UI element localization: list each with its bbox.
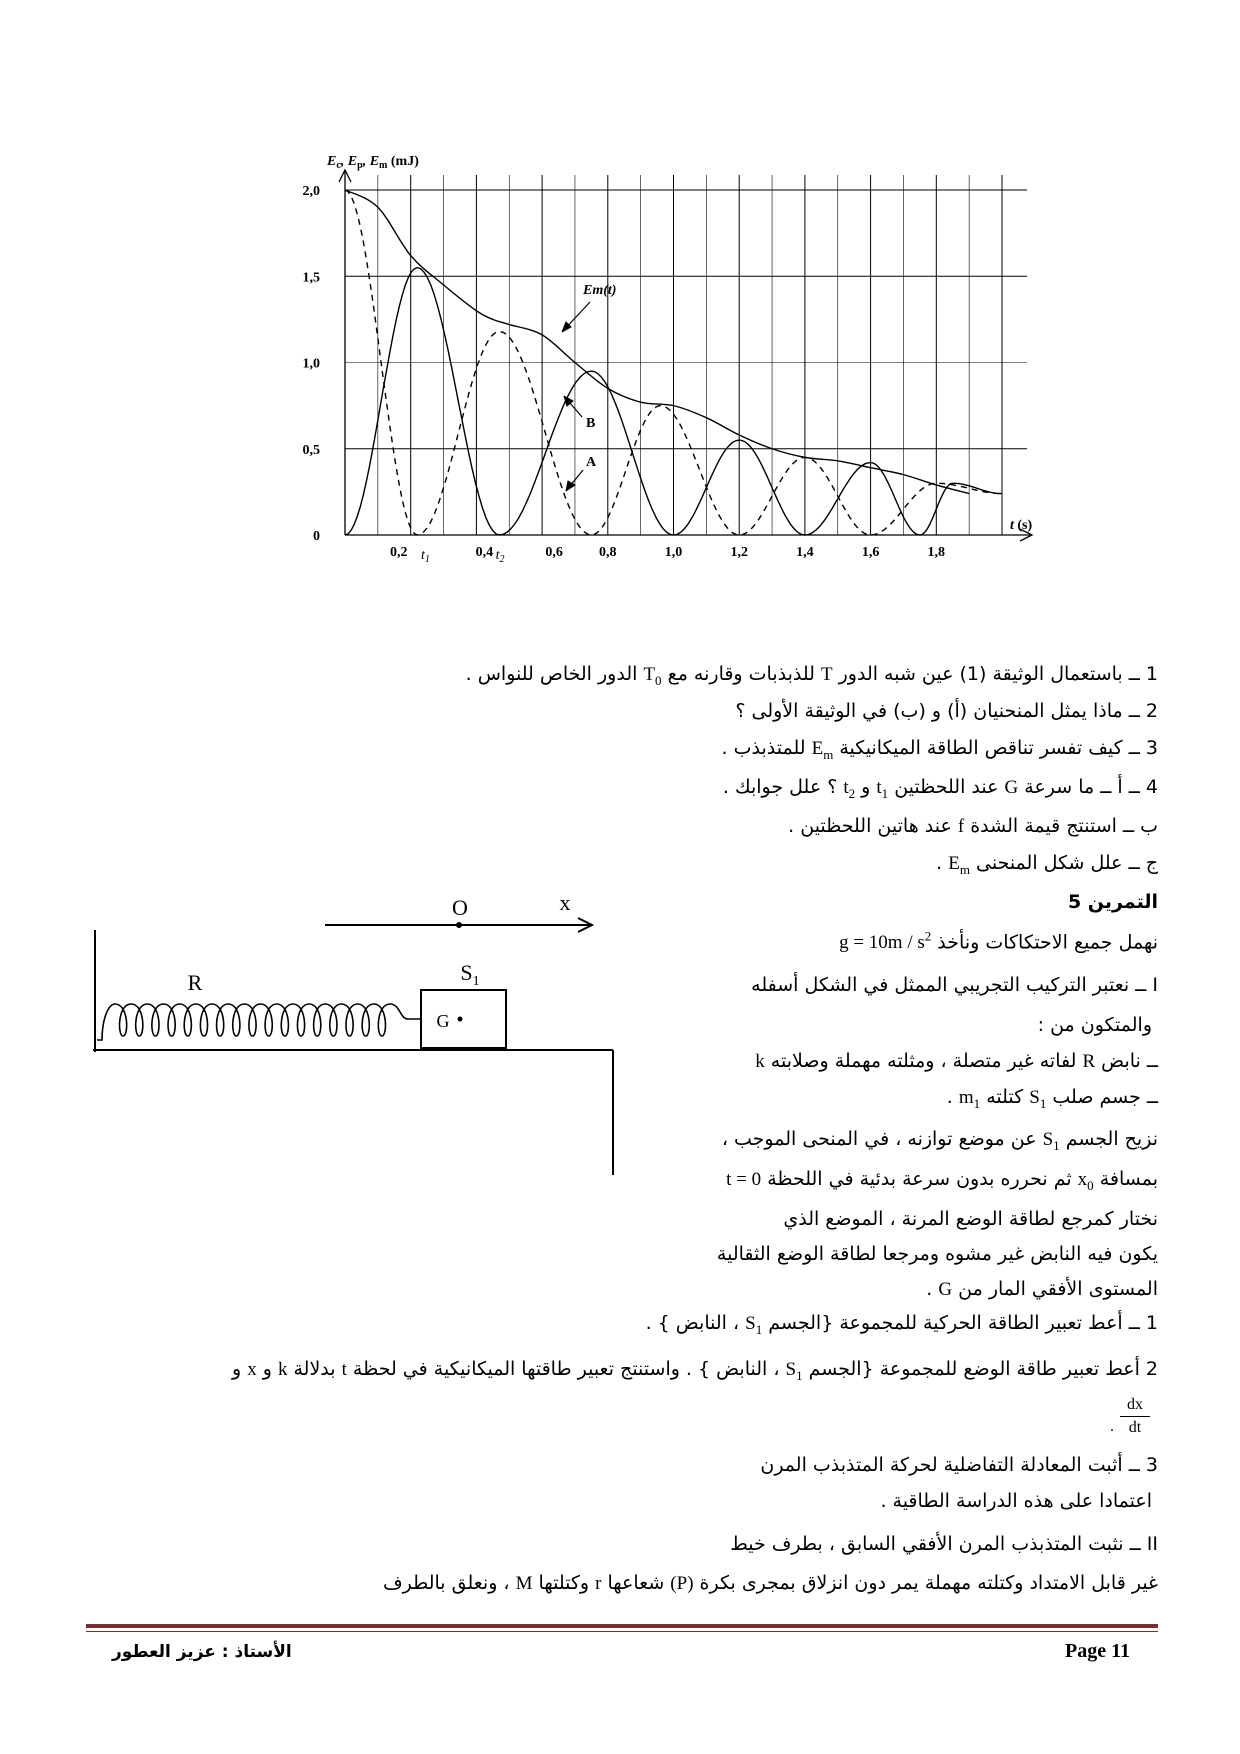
dx-dt-fraction: dx dt [1120, 1396, 1150, 1437]
distance-line: بمسافة $x_0$ ثم نحرره بدون سرعة بدئية في اللحظة t = 0 [726, 1168, 1158, 1193]
x-axis-label: t (s) [1010, 518, 1033, 533]
x-tick-label: 1,0 [664, 545, 683, 560]
pulley-line: غير قابل الامتداد وكتلته مهملة يمر دون انزلاق بمجرى بكرة (P) شعاعها r وكتلتها M ، ونعلق بالطرف [382, 1572, 1158, 1594]
page-number: Page 11 [1065, 1640, 1130, 1662]
x-tick-label: 1,2 [730, 545, 748, 560]
x-tick-label: 1,6 [861, 545, 880, 560]
gravity-line: نهمل جميع الاحتكاكات ونأخذ $g = 10m / s^2$ [839, 929, 1158, 954]
question-1: 1 ــ باستعمال الوثيقة (1) عين شبه الدور T للذبذبات وقارنه مع $T_0$ الدور الخاص للنواس . [465, 663, 1158, 688]
displace-line: نزيح الجسم $S_1$ عن موضع توازنه ، في المنحى الموجب ، [721, 1128, 1158, 1153]
curve-a-label: A [586, 455, 597, 470]
body-label: $S_1$ [460, 960, 480, 989]
question-2: 2 ــ ماذا يمثل المنحنيان (أ) و (ب) في الوثيقة الأولى ؟ [735, 700, 1158, 722]
x-tick-label: 0,8 [599, 545, 617, 560]
chart-axes [339, 170, 1032, 541]
y-axis-label: $E_c$, $E_p$, $E_m$ (mJ) [327, 154, 419, 171]
exercise-q3a: 3 ــ أثبت المعادلة التفاضلية لحركة المتذبذب المرن [760, 1454, 1158, 1476]
author-credit: الأستاذ : عزيز العطور [112, 1642, 292, 1662]
exercise-q2: 2 أعط تعبير طاقة الوضع للمجموعة {الجسم $S_1$ ، النابض } . واستنتج تعبير طاقتها الميكانيكية في لحظة t بدلالة k و x و [231, 1358, 1158, 1383]
consists-of: والمتكون من : [1037, 1014, 1152, 1036]
reference-2: يكون فيه النابض غير مشوه ومرجعا لطاقة الوضع الثقالية [716, 1243, 1158, 1265]
part-ii-intro: II ــ نثبت المتذبذب المرن الأفقي السابق ، بطرف خيط [730, 1533, 1158, 1555]
x-tick-label: 0,2 [389, 545, 408, 560]
em-curve [345, 190, 969, 494]
part-i-intro: I ــ نعتبر التركيب التجريبي الممثل في الشكل أسفله [751, 974, 1158, 996]
solid-line: ــ جسم صلب $S_1$ كتلته $m_1$ . [946, 1086, 1158, 1111]
footer-rule-thick [86, 1624, 1158, 1628]
question-4a: 4 ــ أ ــ ما سرعة G عند اللحظتين $t_1$ و $t_2$ ؟ علل جوابك . [722, 776, 1158, 801]
x-tick-label: 1,4 [796, 545, 814, 560]
y-tick-label: 2,0 [302, 184, 320, 199]
question-3: 3 ــ كيف تفسر تناقص الطاقة الميكانيكية $E_m$ للمتذبذب . [721, 737, 1158, 762]
x-tick-label: 1,8 [927, 545, 946, 560]
spring-mass-figure [90, 880, 630, 1180]
center-dot [458, 1017, 463, 1022]
x-tick-label: 0,6 [545, 545, 563, 560]
exercise-q1: 1 ــ أعط تعبير الطاقة الحركية للمجموعة {الجسم $S_1$ ، النابض } . [645, 1312, 1158, 1337]
reference-1: نختار كمرجع لطاقة الوضع المرنة ، الموضع الذي [783, 1208, 1158, 1230]
energy-chart [280, 140, 1080, 580]
exercise-q3b: اعتمادا على هذه الدراسة الطاقية . [880, 1490, 1152, 1512]
y-tick-label: 1,5 [302, 270, 320, 286]
reference-3: المستوى الأفقي المار من G . [926, 1278, 1158, 1300]
question-4c: ج ــ علل شكل المنحنى $E_m$ . [936, 852, 1158, 877]
spring-line: ــ نابض R لفاته غير متصلة ، ومثلته مهملة وصلابته k [755, 1050, 1158, 1072]
origin-dot [456, 922, 462, 928]
origin-label: O [452, 895, 468, 920]
y-tick-label: 1,0 [302, 356, 320, 372]
center-label: G [436, 1011, 450, 1031]
x-tick-label: 0,4 [475, 545, 494, 560]
spring-label: R [187, 970, 203, 995]
spring-coil [97, 1004, 421, 1040]
fraction-dot: . [1110, 1418, 1114, 1435]
question-4b: ب ــ استنتج قيمة الشدة f عند هاتين اللحظتين . [788, 815, 1158, 837]
t-marker-label: $t_1$ [421, 548, 430, 565]
y-tick-label: 0,5 [302, 442, 320, 458]
em-curve-label: Em(t) [583, 283, 617, 298]
x-axis-label: x [559, 890, 571, 915]
solid-body [421, 990, 506, 1048]
exercise-title: التمرين 5 [1067, 891, 1158, 913]
footer-rule-thin [86, 1631, 1158, 1632]
y-tick-label: 0 [313, 529, 320, 544]
curve-b-label: B [586, 416, 596, 431]
t-marker-label: $t_2$ [495, 548, 505, 565]
chart-labels [303, 154, 1033, 565]
